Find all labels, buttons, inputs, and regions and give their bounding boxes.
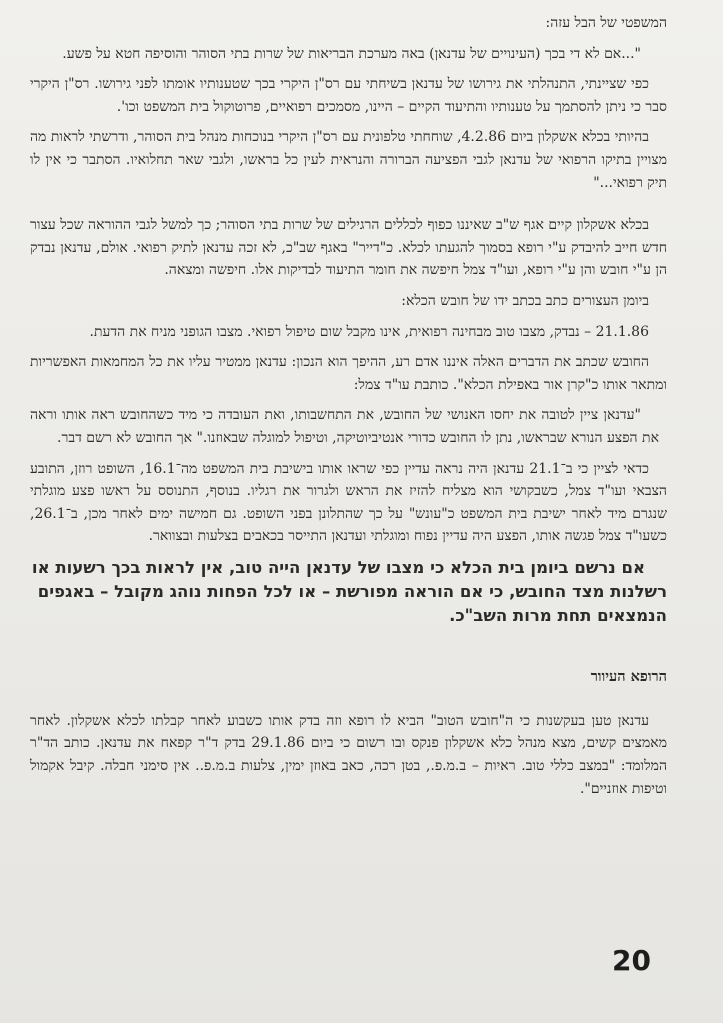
paragraph-court-session: כדאי לציין כי ב־21.1 עדנאן היה נראה עדיין כפי שראו אותו בישיבת בית המשפט מה־16.1, השופט רוזן, התובע הצבאי ועו"ד צמל, כשבקושי הוא מצליח להזיז את הראש ולגרור את רגליו. בנוסף, התנוסס על ראשו פצע מוגלתי שנגרם מיד לאחר ישיבת בית המשפט כ"עונש" על כך שהתלונן בפני השופט. גם חמישה ימים לאחר מכן, ב־26.1, כשעו"ד צמל פגשה אותו, הפצע היה עדיין נפוח ומוגלתי ועדנאן התייסר בכאבים בצלעות ובצוואר. — [30, 460, 667, 545]
paragraph-doctor: עדנאן טען בעקשנות כי ה"חובש הטוב" הביא לו רופא וזה בדק אותו כשבוע לאחר קבלתו לכלא אשקלון. לאחר מאמצים קשים, מצא מנהל כלא אשקלון פנקס ובו רשום כי ביום 29.1.86 בדק ד"ר קפאח את עדנאן. כותב הד"ר המלומד: "במצב כללי טוב. ראיות – ב.מ.פ., בטן רכה, כאב באוזן ימין, צלעות ב.מ.פ.. אין סימני חבלה. קיבל אקמול וטיפות אוזניים". — [30, 712, 667, 797]
paragraph-quote-health-system: "...אם לא די בכך (העינויים של עדנאן) באה מערכת הבריאות של שרות בתי הסוהר והוסיפה חטא על פשע. — [62, 45, 641, 62]
paragraph-quote-medic: "עדנאן ציין לטובה את יחסו האנושי של החובש, את התחשבותו, ואת העובדה כי מיד כשהחובש ראה אותו וראה את הפצע הנורא שבראשו, נתן לו החובש כדורי אנטיביוטיקה, וטיפול למוגלה שבאוזנו." אך החובש לא רשם דבר. — [30, 407, 659, 446]
page-content — [30, 12, 667, 808]
paragraph-detainee-log: ביומן העצורים כתב בכתב ידו של חובש הכלא: — [401, 292, 649, 309]
highlighted-statement: אם נרשם ביומן בית הכלא כי מצבו של עדנאן הייה טוב, אין לראות בכך רשעות או רשלנות מצד החובש, כי אם הוראה מפורשת – או לכל הפחות נוהג מקובל – באגפים הנמצאים תחת מרות השב"כ. — [31, 557, 667, 625]
paragraph-deportation: כפי שציינתי, התנהלתי את גירושו של עדנאן בשיחתי עם רס"ן היקרי בכך שטענותיו אומתו לפני גירושו. רס"ן היקרי סבר כי ניתן להסתמך על טענותיו והתיעוד הקיים – היינו, מסמכים רפואיים, פרוטוקול בית המשפט וכו'. — [30, 76, 667, 115]
paragraph-log-entry: 21.1.86 – נבדק, מצבו טוב מבחינה רפואית, אינו מקבל שום טיפול רפואי. מצבו הגופני מניח את הדעת. — [89, 323, 649, 340]
paragraph-shabak-wing: בכלא אשקלון קיים אגף ש"ב שאיננו כפוף לכללים הרגילים של שרות בתי הסוהר; כך למשל לגבי ההוראה שכל עצור חדש חייב להיבדק ע"י רופא בסמוך להגעתו לכלא. כ"דייר" באגף שב"כ, לא זכה עדנאן לתיק רפואי. אולם, עדנאן נבדק הן ע"י חובש והן ע"י רופא, ועו"ד צמל חיפשה את חומר התיעוד לבדיקות אלו. חיפשה ומצאה. — [30, 217, 667, 279]
section-heading: הרופא העיוור — [590, 667, 667, 685]
page-number: 20 — [612, 944, 651, 977]
paragraph-medic: החובש שכתב את הדברים האלה איננו אדם רע, ההיפך הוא הנכון: עדנאן ממטיר עליו את כל המחמאות האפשריות ומתאר אותו כ"קרן אור באפילת הכלא". כותבת עו"ד צמל: — [30, 354, 667, 393]
paragraph-intro: המשפטי של הבל עזה: — [545, 15, 667, 31]
paragraph-ashkelon-visit: בהיותי בכלא אשקלון ביום 4.2.86, שוחחתי טלפונית עם רס"ן היקרי בנוכחות מנהל בית הסוהר, ודרשתי לראות מה מצויין בתיקו הרפואי של עדנאן לגבי הפציעה הברורה והנראית לעין כל בראשו, ולגבי שאר תחלואיו. הסתבר כי אין לו תיק רפואי..." — [30, 129, 667, 191]
